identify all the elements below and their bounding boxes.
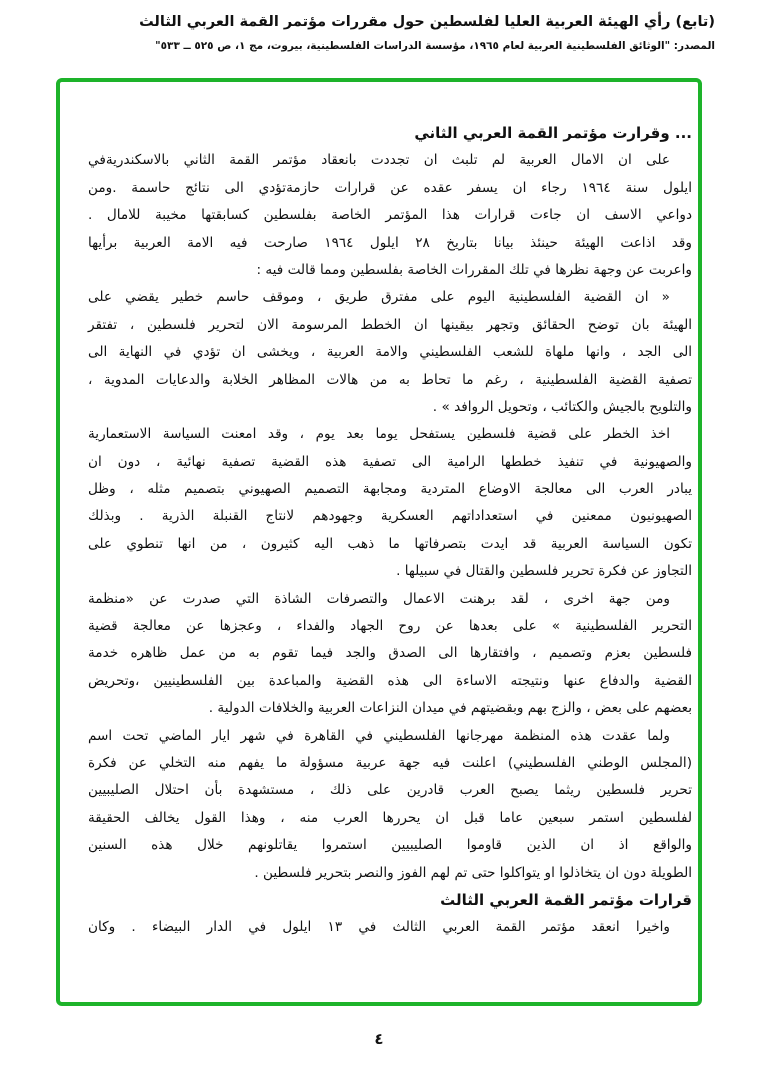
section-heading: قرارات مؤتمر القمة العربي الثالث (440, 890, 692, 909)
paragraph (88, 421, 692, 585)
paragraph (88, 723, 692, 887)
text-line: الهيئة بان توضح الحقائق وتجهر بيقينها ان الخطط المرسومة الان لتحرير فلسطين ، تفتقر (88, 316, 692, 333)
text-line: والواقع اذ ان الذين قاوموا الصليبيين استمروا يقاتلونهم خلال هذه السنين (88, 837, 692, 854)
text-line: يبادر العرب الى معالجة الاوضاع المتردية ومجابهة التصميم الصهيوني بتصميم مثله ، وظل (88, 481, 692, 498)
text-line: « ان القضية الفلسطينية اليوم على مفترق طريق ، وموقف حاسم خطير يقضي على (88, 289, 670, 306)
text-line: القضية والدفاع عنها ونتيجته الاساءة الى هذه القضية والمباعدة بين الفلسطينيين ،وتحريض (88, 672, 692, 689)
paragraph (88, 284, 692, 421)
source-citation: المصدر: "الوثائق الفلسطينية العربية لعام ١٩٦٥، مؤسسة الدراسات الفلسطينية، بيروت، مج ١، ص ٥٢٥ ــ ٥٣٣" (155, 40, 715, 52)
paragraph (88, 914, 692, 941)
text-line: ايلول سنة ١٩٦٤ رجاء ان يسفر عقده عن قرارات حازمةتؤدي الى نتائج حاسمة .ومن (88, 179, 692, 196)
text-line: تحرير فلسطين ريثما يصبح العرب قادرين على ذلك ، مستشهدة بأن احتلال الصليبيين (88, 782, 692, 799)
text-line: تكون السياسة العربية قد ايدت بتصرفاتها ما ذهب اليه كثيرون ، من انها تنطوي على (88, 535, 692, 552)
text-line: لفلسطين استمر سبعين عاما قبل ان يحررها العرب منه ، وهذا القول يخالف الحقيقة (88, 809, 692, 826)
paragraph (88, 147, 692, 284)
text-line: بعضهم على بعض ، والزج بهم وبقضيتهم في ميدان النزاعات العربية والخلافات الدولية . (208, 700, 692, 717)
section-heading: ... وقرارت مؤتمر القمة العربي الثاني (414, 124, 692, 142)
text-line: تصفية القضية الفلسطينية ، رغم ما تحاط به من هالات المظاهر الخلابة والدعايات المدوية ، (88, 371, 692, 388)
text-line: الى الجد ، وانها ملهاة للشعب الفلسطيني والامة العربية ، ويخشى ان تؤدي في النهاية الى (88, 344, 692, 361)
text-line: ولما عقدت هذه المنظمة مهرجانها الفلسطيني في القاهرة في شهر ايار الماضي تحت اسم (88, 727, 670, 744)
text-line: واعربت عن وجهة نظرها في تلك المقررات الخاصة بفلسطين ومما قالت فيه : (256, 261, 692, 278)
document-body (88, 120, 692, 942)
text-line: التجاوز عن فكرة تحرير فلسطين والقتال في سبيلها . (396, 563, 692, 580)
text-line: واخيرا انعقد مؤتمر القمة العربي الثالث في ١٣ ايلول في الدار البيضاء . وكان (88, 919, 670, 936)
text-line: والصهيونية في تنفيذ خططها الرامية الى تصفية هذه القضية تصفية نهائية ، دون ان (88, 453, 692, 470)
text-line: دواعي الاسف ان جاءت قرارات هذا المؤتمر الخاصة بفلسطين كسابقتها مخيبة للامال . (88, 207, 692, 224)
text-line: الطويلة دون ان يتخاذلوا او يتواكلوا حتى تم لهم الفوز والنصر بتحرير فلسطين . (254, 864, 692, 881)
page-number: ٤ (374, 1030, 384, 1048)
paragraph (88, 586, 692, 723)
text-line: التحرير الفلسطينية » على بعدها عن روح الجهاد والفداء ، وعجزها عن معالجة قضية (88, 618, 692, 635)
text-line: اخذ الخطر على قضية فلسطين يستفحل يوما بعد يوم ، وقد امعنت السياسة الاستعمارية (88, 426, 670, 443)
text-line: فلسطين بعزم وتصميم ، وافتقارها الى الصدق والجد فيما تقوم به من عمل ظاهره خدمة (88, 645, 692, 662)
text-line: على ان الامال العربية لم تلبث ان تجددت بانعقاد مؤتمر القمة الثاني بالاسكندريةفي (88, 152, 670, 169)
text-line: ومن جهة اخرى ، لقد برهنت الاعمال والتصرفات الشاذة التي صدرت عن «منظمة (88, 590, 670, 607)
text-line: الصهيونيون ممعنين في استعداداتهم العسكرية وجهودهم لانتاج القنبلة الذرية . وبذلك (88, 508, 692, 525)
text-line: وقد اذاعت الهيئة حينئذ بيانا بتاريخ ٢٨ ايلول ١٩٦٤ صارحت فيه الامة العربية برأيها (88, 234, 692, 251)
text-line: والتلويح بالجيش والكتائب ، وتحويل الروافد » . (432, 398, 692, 415)
text-line: (المجلس الوطني الفلسطيني) اعلنت فيه جهة عربية مسؤولة ما يفهم منه التخلي عن فكرة (88, 754, 692, 771)
document-title: (تابع) رأي الهيئة العربية العليا لفلسطين حول مقررات مؤتمر القمة العربي الثالث (139, 14, 715, 30)
